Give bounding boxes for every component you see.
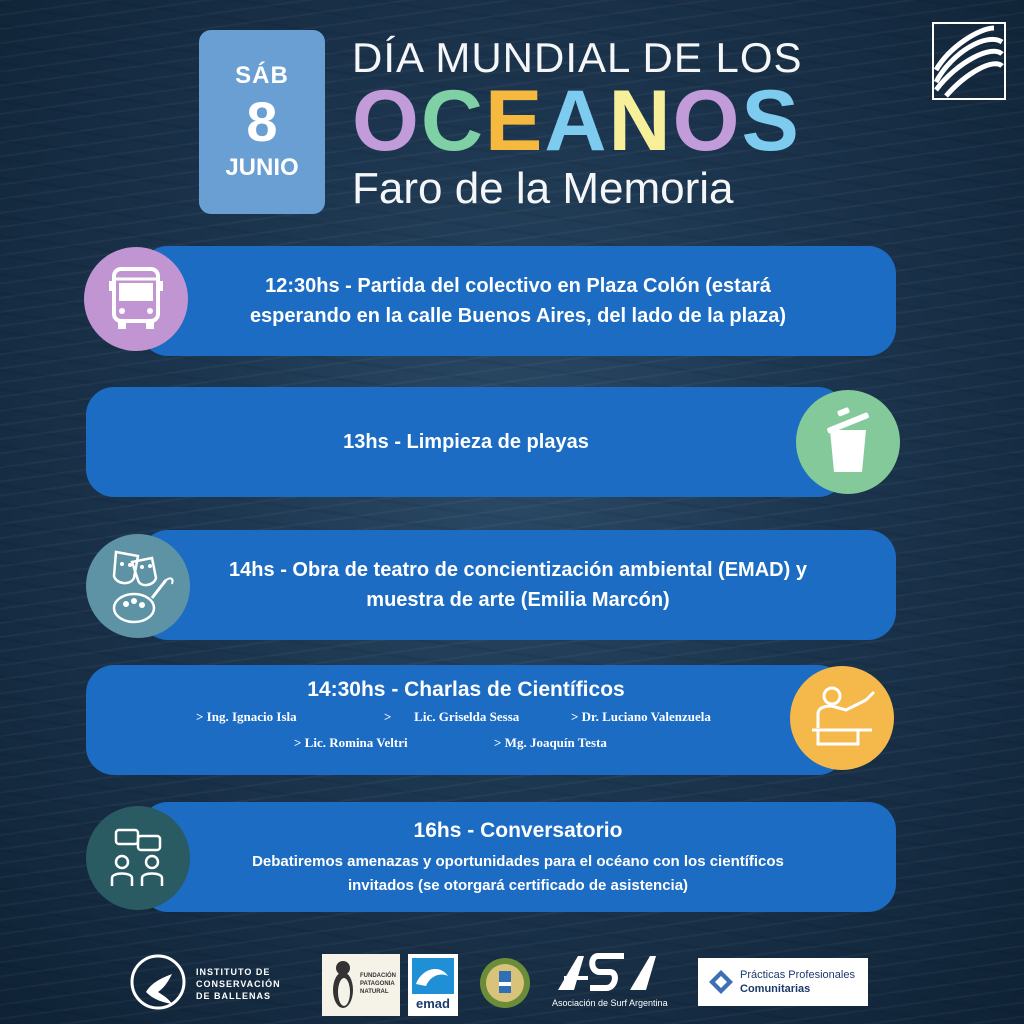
title-letter: S bbox=[741, 73, 801, 169]
event-title: 16hs - Conversatorio bbox=[413, 819, 623, 842]
title-letter: A bbox=[544, 73, 609, 169]
speaker-item: > Mg. Joaquín Testa bbox=[494, 735, 607, 750]
icb-logo bbox=[128, 952, 298, 1014]
title-line-1: DÍA MUNDIAL DE LOS bbox=[352, 34, 803, 81]
event-card-theater bbox=[140, 530, 896, 640]
event-title: 14:30hs - Charlas de Científicos bbox=[307, 678, 625, 701]
theater-icon-circle bbox=[86, 534, 190, 638]
speaker-item: > Lic. Romina Veltri bbox=[294, 735, 408, 750]
wave-icon bbox=[412, 958, 454, 994]
fundacion-patagonia-logo bbox=[322, 954, 400, 1016]
speaker-list bbox=[186, 709, 746, 765]
date-day-number: 8 bbox=[246, 90, 278, 153]
asa-logo bbox=[552, 950, 672, 1014]
emad-logo bbox=[408, 954, 458, 1016]
event-card-beach-cleanup bbox=[86, 387, 846, 497]
title-letter: E bbox=[485, 73, 545, 169]
event-text: 13hs - Limpieza de playas bbox=[343, 431, 589, 453]
theater-masks-icon bbox=[86, 534, 190, 638]
conversation-icon-circle bbox=[86, 806, 190, 910]
icb-line-2: CONSERVACIÓN bbox=[196, 979, 281, 989]
corner-swirl-logo-icon bbox=[932, 22, 1006, 100]
title-letter: O bbox=[672, 73, 742, 169]
title-letter: C bbox=[420, 73, 486, 169]
icb-line-1: INSTITUTO DE bbox=[196, 967, 271, 977]
asa-text: Asociación de Surf Argentina bbox=[552, 998, 668, 1008]
teacher-icon bbox=[790, 666, 894, 770]
fpn-line-2: PATAGONIA bbox=[360, 981, 395, 987]
icb-line-3: DE BALLENAS bbox=[196, 991, 272, 1001]
emad-text: emad bbox=[416, 996, 450, 1011]
speaker-item: > Dr. Luciano Valenzuela bbox=[571, 709, 711, 724]
shield-logo bbox=[478, 956, 532, 1010]
penguin-icon bbox=[328, 958, 358, 1012]
fpn-line-3: NATURAL bbox=[360, 989, 389, 995]
diamond-icon bbox=[708, 969, 734, 995]
title-subtitle: Faro de la Memoria bbox=[352, 164, 734, 213]
whale-tail-icon bbox=[128, 952, 188, 1012]
event-card-conversation bbox=[140, 802, 896, 912]
trash-icon-circle bbox=[796, 390, 900, 494]
title-oceanos bbox=[352, 73, 801, 169]
trash-can-icon bbox=[796, 390, 900, 494]
conversation-icon bbox=[86, 806, 190, 910]
ppc-line-1: Prácticas Profesionales bbox=[740, 969, 855, 981]
bus-icon bbox=[84, 247, 188, 351]
event-card-bus bbox=[140, 246, 896, 356]
event-subtitle: Debatiremos amenazas y oportunidades para el océano con los científicos invitados (se otorgará certificado de asistencia) bbox=[252, 853, 784, 894]
event-text: 12:30hs - Partida del colectivo en Plaza Colón (estará esperando en la calle Buenos Aires, del lado de la plaza) bbox=[249, 275, 787, 327]
bus-icon-circle bbox=[84, 247, 188, 351]
speaker-item: > Lic. Griselda Sessa bbox=[384, 709, 520, 724]
date-weekday: SÁB bbox=[235, 62, 289, 89]
fpn-line-1: FUNDACIÓN bbox=[360, 973, 396, 979]
ppc-logo bbox=[698, 958, 868, 1006]
crest-icon bbox=[478, 956, 532, 1010]
asa-wordmark-icon bbox=[554, 952, 664, 992]
speaker-item: > Ing. Ignacio Isla bbox=[196, 709, 297, 724]
ppc-line-2: Comunitarias bbox=[740, 983, 811, 995]
title-letter: O bbox=[352, 73, 421, 169]
teacher-icon-circle bbox=[790, 666, 894, 770]
date-badge bbox=[199, 30, 325, 214]
event-text: 14hs - Obra de teatro de concientización ambiental (EMAD) y muestra de arte (Emilia Marcón) bbox=[229, 559, 807, 611]
date-month: JUNIO bbox=[225, 154, 299, 181]
event-card-scientists bbox=[86, 665, 846, 775]
title-letter: N bbox=[608, 73, 673, 169]
